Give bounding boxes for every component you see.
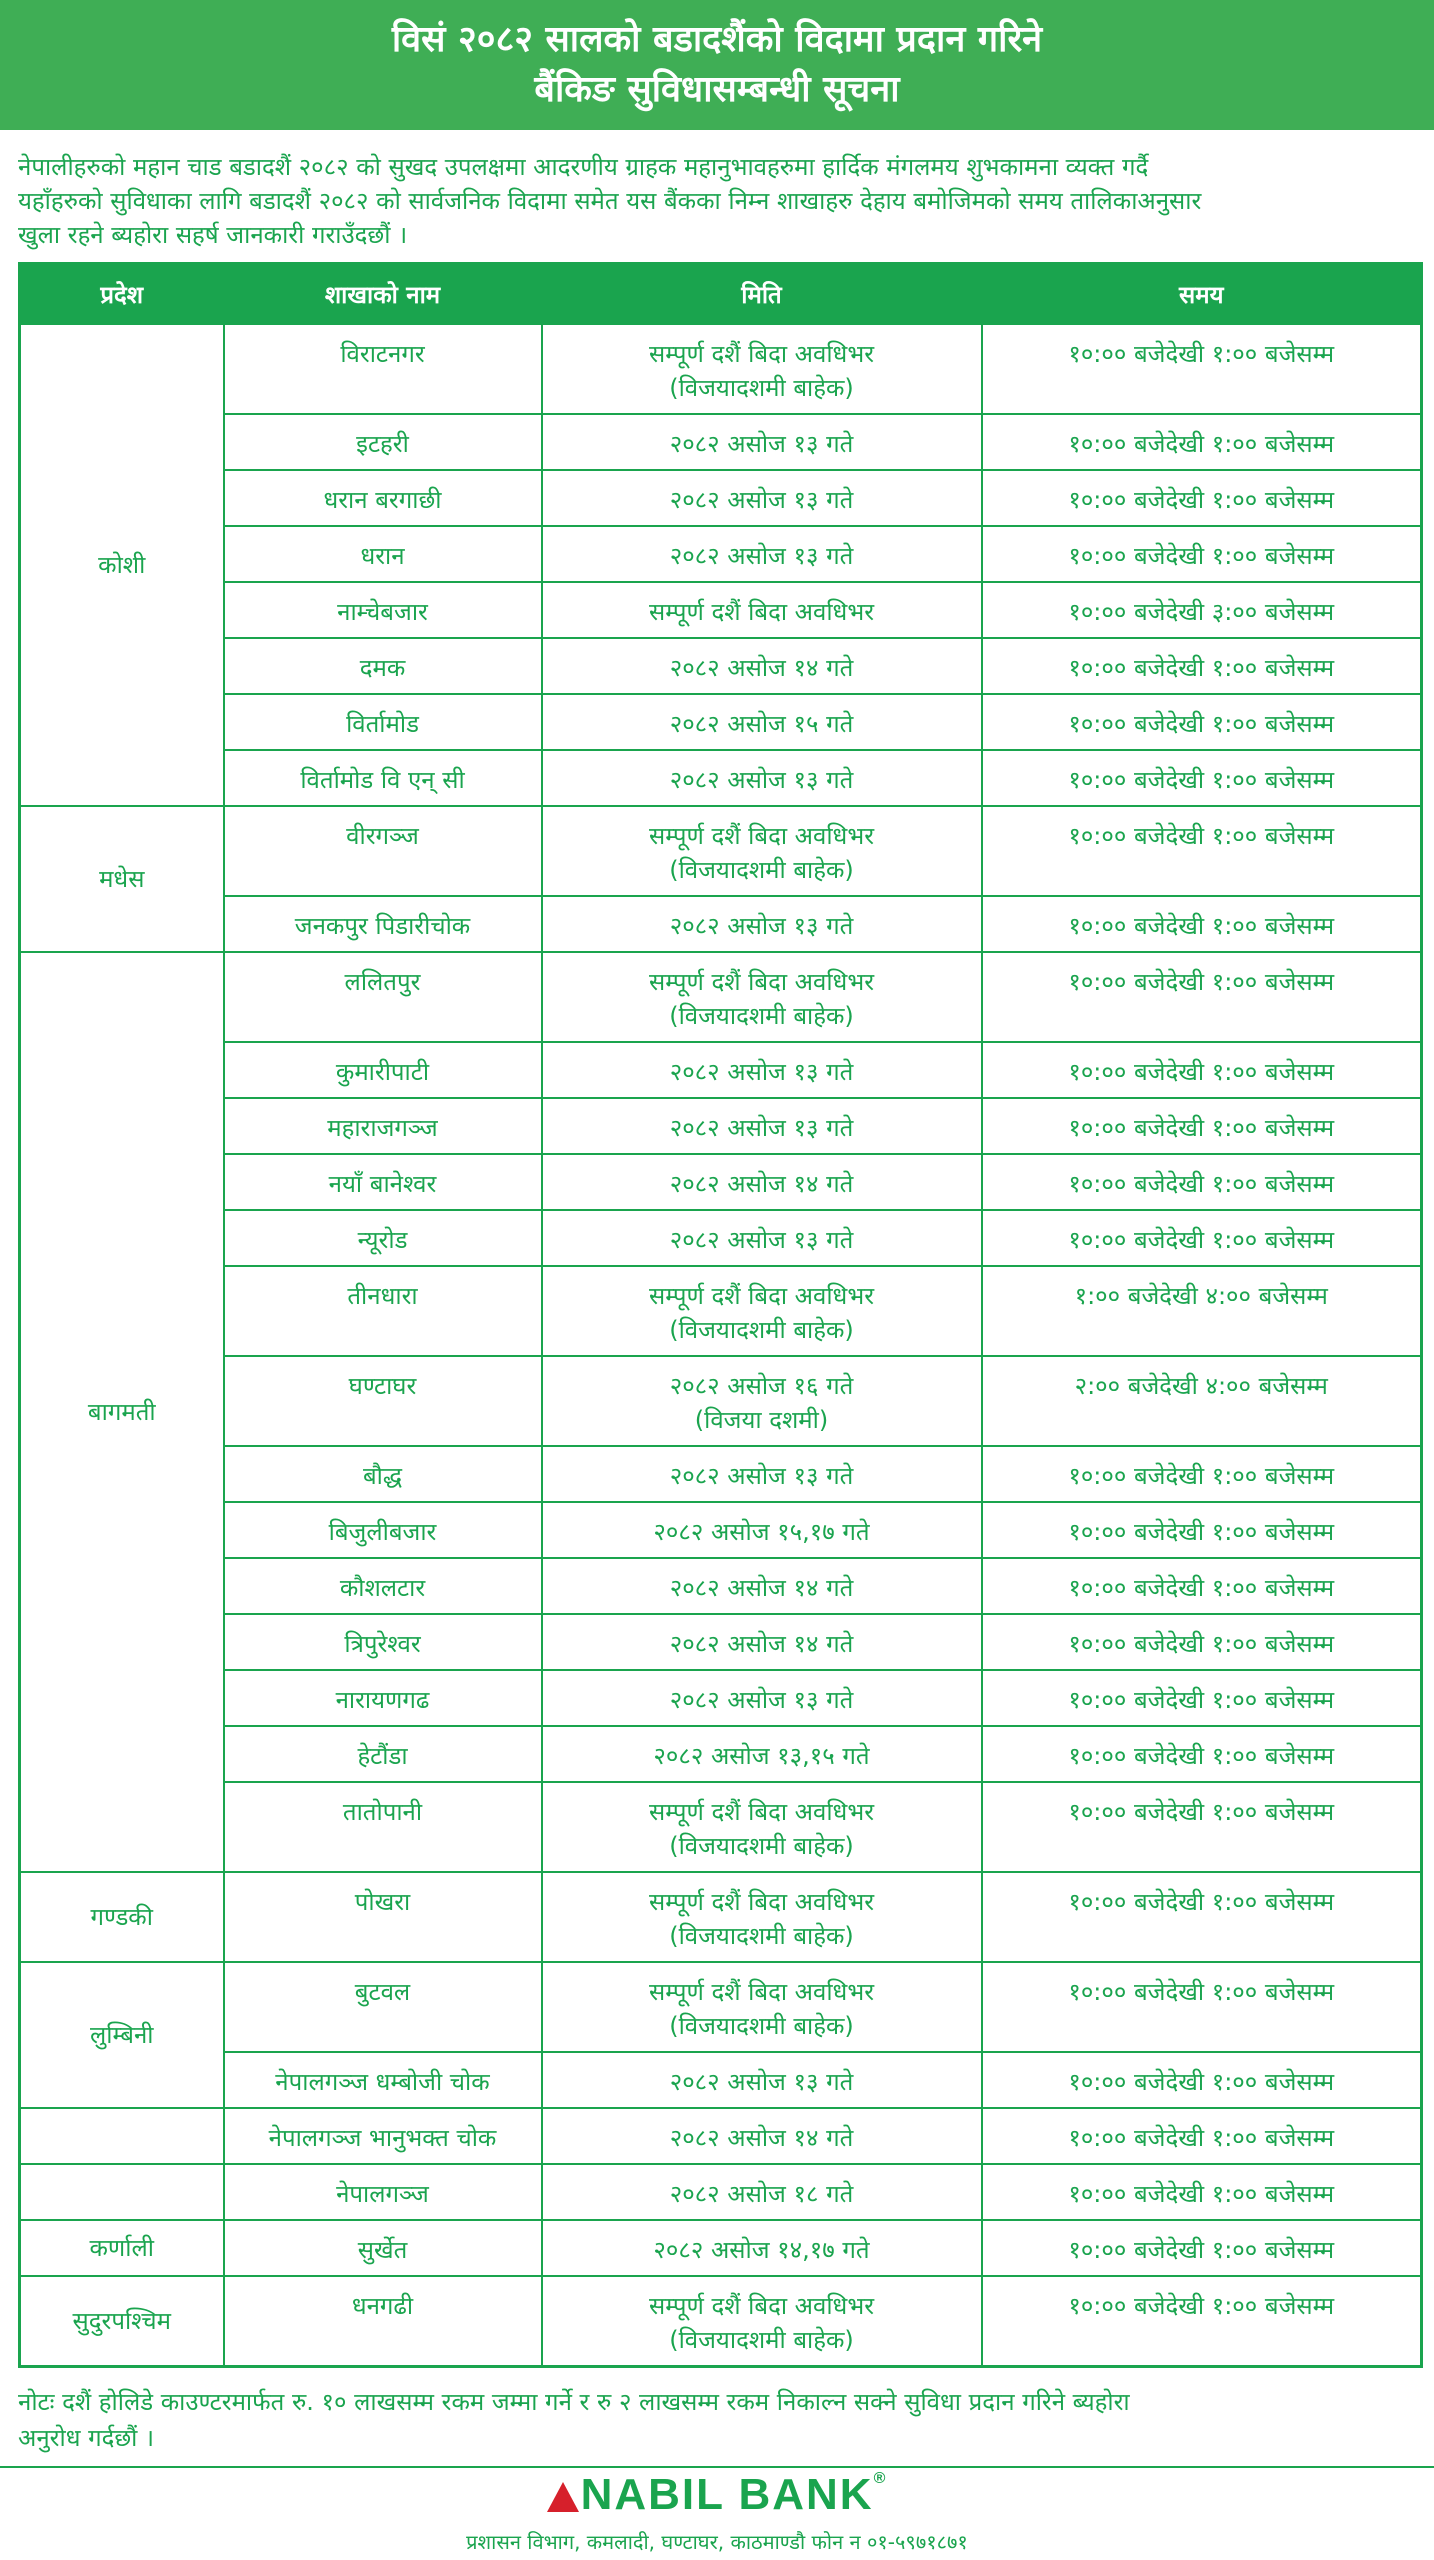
time-cell: १०:०० बजेदेखी १:०० बजेसम्म [982, 1210, 1422, 1266]
branch-cell: हेटौंडा [224, 1726, 542, 1782]
table-row [20, 638, 1422, 694]
table-row [20, 2276, 1422, 2366]
date-cell: २०८२ असोज १३ गते [542, 1670, 982, 1726]
table-row [20, 1726, 1422, 1782]
notice-title-line1: विसं २०८२ सालको बडादशैंको विदामा प्रदान गरिने [391, 19, 1043, 60]
province-cell-empty [20, 2108, 224, 2164]
province-cell: मधेस [20, 806, 224, 952]
branch-cell: तीनधारा [224, 1266, 542, 1356]
date-cell: २०८२ असोज १३,१५ गते [542, 1726, 982, 1782]
table-row [20, 324, 1422, 414]
date-cell: २०८२ असोज १३ गते [542, 896, 982, 952]
table-row [20, 470, 1422, 526]
time-cell: १०:०० बजेदेखी १:०० बजेसम्म [982, 1446, 1422, 1502]
date-cell: २०८२ असोज १३ गते [542, 414, 982, 470]
table-row [20, 414, 1422, 470]
date-cell: सम्पूर्ण दशैं बिदा अवधिभर [542, 582, 982, 638]
time-cell: १०:०० बजेदेखी १:०० बजेसम्म [982, 1782, 1422, 1872]
table-row [20, 1502, 1422, 1558]
date-cell: २०८२ असोज १४ गते [542, 1614, 982, 1670]
table-row [20, 1670, 1422, 1726]
table-row [20, 1558, 1422, 1614]
province-cell: गण्डकी [20, 1872, 224, 1962]
branch-cell: सुर्खेत [224, 2220, 542, 2276]
time-cell: १०:०० बजेदेखी १:०० बजेसम्म [982, 324, 1422, 414]
intro-line: नेपालीहरुको महान चाड बडादशैं २०८२ को सुखद उपलक्षमा आदरणीय ग्राहक महानुभावहरुमा हार्दिक मंगलमय शुभकामना व्यक्त गर्दै [18, 153, 1149, 181]
branch-cell: विर्तामोड [224, 694, 542, 750]
branch-cell: पोखरा [224, 1872, 542, 1962]
time-cell: १०:०० बजेदेखी १:०० बजेसम्म [982, 2164, 1422, 2220]
table-row [20, 1872, 1422, 1962]
branch-cell: नेपालगञ्ज [224, 2164, 542, 2220]
table-row [20, 952, 1422, 1042]
time-cell: १०:०० बजेदेखी १:०० बजेसम्म [982, 1726, 1422, 1782]
footer-address: प्रशासन विभाग, कमलादी, घण्टाघर, काठमाण्डौ फोन न ०१-५९७१८७१ [466, 2530, 968, 2554]
date-cell: २०८२ असोज १३ गते [542, 1210, 982, 1266]
table-row [20, 1210, 1422, 1266]
time-cell: १०:०० बजेदेखी १:०० बजेसम्म [982, 1558, 1422, 1614]
table-row [20, 2164, 1422, 2220]
date-cell: २०८२ असोज १४,१७ गते [542, 2220, 982, 2276]
time-cell: १०:०० बजेदेखी १:०० बजेसम्म [982, 1614, 1422, 1670]
table-row [20, 526, 1422, 582]
branch-cell: नेपालगञ्ज धम्बोजी चोक [224, 2052, 542, 2108]
date-cell: २०८२ असोज १४ गते [542, 1558, 982, 1614]
note-paragraph [18, 2384, 1418, 2456]
col-header-time: समय [982, 264, 1422, 325]
table-row [20, 1098, 1422, 1154]
time-cell: १०:०० बजेदेखी १:०० बजेसम्म [982, 414, 1422, 470]
table-row [20, 896, 1422, 952]
branch-cell: नाम्चेबजार [224, 582, 542, 638]
note-line: नोटः दशैं होलिडे काउण्टरमार्फत रु. १० लाखसम्म रकम जम्मा गर्ने र रु २ लाखसम्म रकम निकाल्न सक्ने सुविधा प्रदान गरिने ब्यहोरा [18, 2388, 1130, 2416]
table-row [20, 1782, 1422, 1872]
province-cell: सुदुरपश्चिम [20, 2276, 224, 2366]
logo-text: NABIL BANK [580, 2470, 874, 2519]
time-cell: १:०० बजेदेखी ४:०० बजेसम्म [982, 1266, 1422, 1356]
date-cell: सम्पूर्ण दशैं बिदा अवधिभर (विजयादशमी बाहेक) [542, 1266, 982, 1356]
branch-cell: वीरगञ्ज [224, 806, 542, 896]
notice-header [0, 0, 1434, 130]
date-cell: २०८२ असोज १६ गते (विजया दशमी) [542, 1356, 982, 1446]
branch-cell: त्रिपुरेश्वर [224, 1614, 542, 1670]
province-cell: कर्णाली [20, 2220, 224, 2276]
time-cell: १०:०० बजेदेखी १:०० बजेसम्म [982, 2108, 1422, 2164]
date-cell: सम्पूर्ण दशैं बिदा अवधिभर (विजयादशमी बाहेक) [542, 1962, 982, 2052]
time-cell: १०:०० बजेदेखी १:०० बजेसम्म [982, 2276, 1422, 2366]
table-row [20, 694, 1422, 750]
intro-paragraph [18, 150, 1418, 252]
date-cell: २०८२ असोज १५,१७ गते [542, 1502, 982, 1558]
time-cell: २:०० बजेदेखी ४:०० बजेसम्म [982, 1356, 1422, 1446]
date-cell: २०८२ असोज १३ गते [542, 1042, 982, 1098]
date-cell: २०८२ असोज १४ गते [542, 2108, 982, 2164]
date-cell: सम्पूर्ण दशैं बिदा अवधिभर (विजयादशमी बाहेक) [542, 806, 982, 896]
date-cell: सम्पूर्ण दशैं बिदा अवधिभर (विजयादशमी बाहेक) [542, 1872, 982, 1962]
branch-cell: घण्टाघर [224, 1356, 542, 1446]
time-cell: १०:०० बजेदेखी १:०० बजेसम्म [982, 694, 1422, 750]
intro-line: यहाँहरुको सुविधाका लागि बडादशैं २०८२ को सार्वजनिक विदामा समेत यस बैंकका निम्न शाखाहरु देहाय बमोजिमको समय तालिकाअनुसार [18, 187, 1202, 215]
province-cell: बागमती [20, 952, 224, 1872]
date-cell: २०८२ असोज १३ गते [542, 470, 982, 526]
table-row [20, 750, 1422, 806]
branch-cell: नयाँ बानेश्वर [224, 1154, 542, 1210]
table-row [20, 806, 1422, 896]
time-cell: १०:०० बजेदेखी १:०० बजेसम्म [982, 1098, 1422, 1154]
time-cell: १०:०० बजेदेखी १:०० बजेसम्म [982, 1872, 1422, 1962]
branch-cell: महाराजगञ्ज [224, 1098, 542, 1154]
notice-title-line2: बैंकिङ सुविधासम्बन्धी सूचना [534, 69, 900, 110]
province-cell: लुम्बिनी [20, 1962, 224, 2108]
branch-cell: विराटनगर [224, 324, 542, 414]
nabil-bank-logo [0, 2470, 1434, 2520]
table-row [20, 1042, 1422, 1098]
time-cell: १०:०० बजेदेखी १:०० बजेसम्म [982, 1502, 1422, 1558]
table-row [20, 2052, 1422, 2108]
branch-cell: नेपालगञ्ज भानुभक्त चोक [224, 2108, 542, 2164]
branch-cell: नारायणगढ [224, 1670, 542, 1726]
time-cell: १०:०० बजेदेखी १:०० बजेसम्म [982, 1962, 1422, 2052]
time-cell: १०:०० बजेदेखी १:०० बजेसम्म [982, 952, 1422, 1042]
date-cell: २०८२ असोज १४ गते [542, 638, 982, 694]
branch-cell: बुटवल [224, 1962, 542, 2052]
col-header-province: प्रदेश [20, 264, 224, 325]
time-cell: १०:०० बजेदेखी १:०० बजेसम्म [982, 2052, 1422, 2108]
intro-line: खुला रहने ब्यहोरा सहर्ष जानकारी गराउँदछौं । [18, 221, 408, 249]
table-row [20, 1154, 1422, 1210]
branch-cell: दमक [224, 638, 542, 694]
branch-cell: बौद्ध [224, 1446, 542, 1502]
time-cell: १०:०० बजेदेखी १:०० बजेसम्म [982, 470, 1422, 526]
date-cell: २०८२ असोज १३ गते [542, 526, 982, 582]
branch-cell: न्यूरोड [224, 1210, 542, 1266]
branch-cell: धरान बरगाछी [224, 470, 542, 526]
time-cell: १०:०० बजेदेखी १:०० बजेसम्म [982, 896, 1422, 952]
date-cell: सम्पूर्ण दशैं बिदा अवधिभर (विजयादशमी बाहेक) [542, 1782, 982, 1872]
branch-cell: धनगढी [224, 2276, 542, 2366]
branch-cell: कुमारीपाटी [224, 1042, 542, 1098]
date-cell: सम्पूर्ण दशैं बिदा अवधिभर (विजयादशमी बाहेक) [542, 952, 982, 1042]
date-cell: २०८२ असोज १४ गते [542, 1154, 982, 1210]
registered-mark: ® [873, 2470, 888, 2487]
branch-cell: इटहरी [224, 414, 542, 470]
time-cell: १०:०० बजेदेखी १:०० बजेसम्म [982, 1154, 1422, 1210]
table-row [20, 1446, 1422, 1502]
table-row [20, 1962, 1422, 2052]
date-cell: २०८२ असोज १३ गते [542, 1446, 982, 1502]
date-cell: २०८२ असोज १३ गते [542, 1098, 982, 1154]
table-row [20, 1614, 1422, 1670]
province-cell-empty [20, 2164, 224, 2220]
branch-schedule-table [18, 262, 1423, 2368]
branch-cell: विर्तामोड वि एन् सी [224, 750, 542, 806]
logo-triangle-icon [547, 2482, 579, 2512]
date-cell: २०८२ असोज १८ गते [542, 2164, 982, 2220]
branch-cell: ललितपुर [224, 952, 542, 1042]
time-cell: १०:०० बजेदेखी १:०० बजेसम्म [982, 806, 1422, 896]
table-header-row [20, 264, 1422, 325]
branch-cell: तातोपानी [224, 1782, 542, 1872]
date-cell: २०८२ असोज १३ गते [542, 2052, 982, 2108]
col-header-branch: शाखाको नाम [224, 264, 542, 325]
time-cell: १०:०० बजेदेखी १:०० बजेसम्म [982, 1042, 1422, 1098]
col-header-date: मिति [542, 264, 982, 325]
branch-cell: कौशलटार [224, 1558, 542, 1614]
table-row [20, 1266, 1422, 1356]
time-cell: १०:०० बजेदेखी १:०० बजेसम्म [982, 638, 1422, 694]
date-cell: सम्पूर्ण दशैं बिदा अवधिभर (विजयादशमी बाहेक) [542, 324, 982, 414]
branch-cell: बिजुलीबजार [224, 1502, 542, 1558]
province-cell: कोशी [20, 324, 224, 806]
time-cell: १०:०० बजेदेखी १:०० बजेसम्म [982, 750, 1422, 806]
note-line: अनुरोध गर्दछौं । [18, 2424, 155, 2452]
footer-divider [0, 2466, 1434, 2468]
time-cell: १०:०० बजेदेखी ३:०० बजेसम्म [982, 582, 1422, 638]
date-cell: सम्पूर्ण दशैं बिदा अवधिभर (विजयादशमी बाहेक) [542, 2276, 982, 2366]
branch-cell: धरान [224, 526, 542, 582]
time-cell: १०:०० बजेदेखी १:०० बजेसम्म [982, 1670, 1422, 1726]
table-row [20, 1356, 1422, 1446]
table-row [20, 2108, 1422, 2164]
branch-cell: जनकपुर पिडारीचोक [224, 896, 542, 952]
date-cell: २०८२ असोज १३ गते [542, 750, 982, 806]
time-cell: १०:०० बजेदेखी १:०० बजेसम्म [982, 526, 1422, 582]
date-cell: २०८२ असोज १५ गते [542, 694, 982, 750]
table-row [20, 582, 1422, 638]
time-cell: १०:०० बजेदेखी १:०० बजेसम्म [982, 2220, 1422, 2276]
table-row [20, 2220, 1422, 2276]
